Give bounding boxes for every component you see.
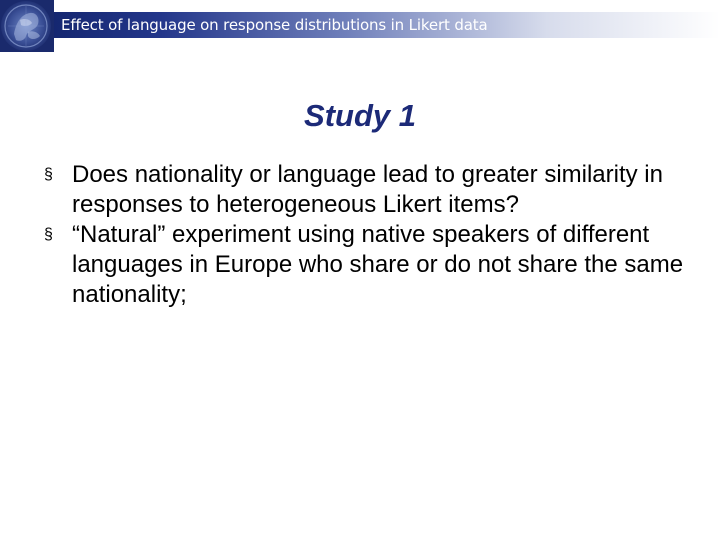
- bullet-list: [44, 160, 684, 310]
- header-title: Effect of language on response distributions in Likert data: [61, 16, 488, 34]
- university-seal-logo: [0, 0, 54, 52]
- bullet-item: [44, 160, 684, 220]
- header-bar: [0, 0, 720, 52]
- bullet-marker-icon: §: [44, 166, 53, 183]
- bullet-marker-icon: §: [44, 226, 53, 243]
- bullet-item: [44, 220, 684, 310]
- bullet-text: “Natural” experiment using native speakers of different languages in Europe who share or do not share the same nationality;: [72, 221, 684, 308]
- slide-title: Study 1: [304, 98, 416, 133]
- bullet-text: Does nationality or language lead to greater similarity in responses to heterogeneous Likert items?: [72, 161, 663, 218]
